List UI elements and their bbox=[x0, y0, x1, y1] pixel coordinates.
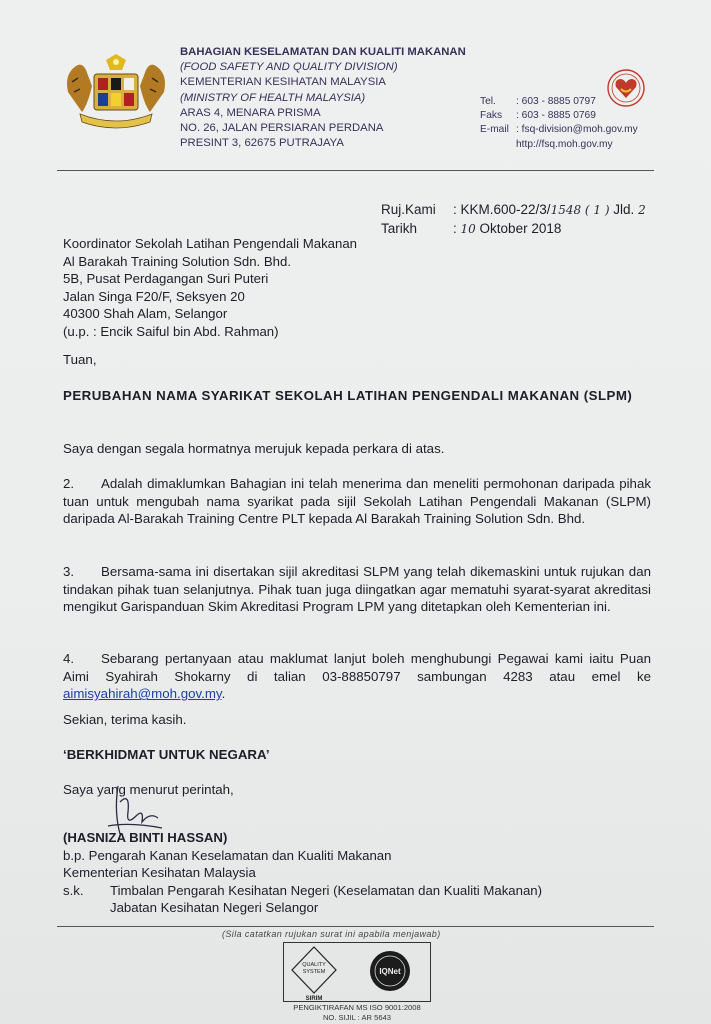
paragraph-text: Sebarang pertanyaan atau maklumat lanjut boleh menghubungi Pegawai kami iaitu Puan Aimi Syahirah Shokarny di talian 03-88850797 sambungan 4283 atau emel ke bbox=[63, 651, 651, 684]
recipient-line: 5B, Pusat Perdagangan Suri Puteri bbox=[63, 271, 269, 287]
ruj-handwritten-vol: 2 bbox=[638, 203, 646, 217]
recipient-line: Al Barakah Training Solution Sdn. Bhd. bbox=[63, 253, 291, 269]
salutation: Tuan, bbox=[63, 352, 97, 367]
website-value: http://fsq.moh.gov.my bbox=[516, 138, 613, 150]
recipient-line: (u.p. : Encik Saiful bin Abd. Rahman) bbox=[63, 323, 279, 339]
letterhead-ministry-en: (MINISTRY OF HEALTH MALAYSIA) bbox=[180, 91, 366, 104]
paragraph-4 bbox=[63, 650, 651, 703]
paragraph-end: . bbox=[221, 686, 226, 702]
sk-line-2: Jabatan Kesihatan Negeri Selangor bbox=[110, 900, 319, 916]
letterhead-ministry: KEMENTERIAN KESIHATAN MALAYSIA bbox=[180, 76, 386, 89]
recipient-address bbox=[63, 235, 357, 341]
letterhead-address-2: NO. 26, JALAN PERSIARAN PERDANA bbox=[180, 122, 384, 135]
letterhead-division: BAHAGIAN KESELAMATAN DAN KUALITI MAKANAN bbox=[180, 46, 466, 58]
email-value: : fsq-division@moh.gov.my bbox=[516, 124, 638, 136]
tarikh-handwritten-day: 10 bbox=[460, 221, 476, 236]
sk-line-1: Timbalan Pengarah Kesihatan Negeri (Keselamatan dan Kualiti Makanan) bbox=[110, 882, 543, 898]
ruj-value: : KKM.600-22/3/ bbox=[453, 202, 551, 217]
badge-iqnet-text: IQNet bbox=[379, 967, 401, 976]
email-link[interactable]: aimisyahirah@moh.gov.my bbox=[63, 686, 222, 702]
contact-block bbox=[480, 95, 638, 152]
recipient-line: Jalan Singa F20/F, Seksyen 20 bbox=[63, 288, 245, 304]
sk-label: s.k. bbox=[63, 882, 84, 898]
badge-sirim-text: SIRIM bbox=[305, 996, 323, 1001]
tarikh-label: Tarikh bbox=[381, 220, 418, 236]
signatory-ministry: Kementerian Kesihatan Malaysia bbox=[63, 865, 256, 881]
signatory-title: b.p. Pengarah Kanan Keselamatan dan Kualiti Makanan bbox=[63, 847, 392, 863]
paragraph-text: Adalah dimaklumkan Bahagian ini telah menerima dan meneliti permohonan daripada pihak tuan untuk mengubah nama syarikat pada sijil Sekolah Latihan Pengendali Makanan (SLPM) daripada Al-Barakah Training Centre PLT kepada Al Barakah Training Solution Sdn. Bhd. bbox=[63, 476, 651, 527]
signatory-name: (HASNIZA BINTI HASSAN) bbox=[63, 830, 228, 845]
tel-label: Tel. bbox=[480, 96, 496, 107]
signoff: Saya yang menurut perintah, bbox=[63, 782, 234, 797]
motto: ‘BERKHIDMAT UNTUK NEGARA’ bbox=[63, 747, 270, 762]
paragraph-3 bbox=[63, 563, 651, 616]
fax-value: : 603 - 8885 0769 bbox=[516, 110, 596, 122]
intro-paragraph: Saya dengan segala hormatnya merujuk kepada perkara di atas. bbox=[63, 441, 445, 456]
ruj-handwritten: 1548 ( 1 ) bbox=[550, 203, 610, 217]
letterhead-address-3: PRESINT 3, 62675 PUTRAJAYA bbox=[180, 137, 344, 150]
malaysia-coat-of-arms-logo bbox=[62, 52, 170, 130]
badge-quality-text-1: QUALITY bbox=[302, 962, 326, 968]
certification-box bbox=[283, 942, 431, 1002]
letterhead bbox=[180, 45, 466, 151]
email-label: E-mail bbox=[480, 124, 509, 136]
reference-block bbox=[381, 201, 646, 238]
ruj-suffix: Jld. bbox=[609, 202, 635, 217]
tarikh-value: Oktober 2018 bbox=[475, 220, 562, 236]
paragraph-number: 2. bbox=[63, 476, 75, 491]
tarikh-sep: : bbox=[453, 220, 461, 236]
thanks-line: Sekian, terima kasih. bbox=[63, 712, 187, 727]
paragraph-number: 4. bbox=[63, 651, 75, 666]
footer-note: (Sila catatkan rujukan surat ini apabila menjawab) bbox=[222, 929, 441, 939]
certification-logos bbox=[284, 943, 430, 1001]
certification-line-1: PENGIKTIRAFAN MS ISO 9001:2008 bbox=[293, 1003, 421, 1012]
footer-divider bbox=[57, 926, 654, 927]
letterhead-division-en: (FOOD SAFETY AND QUALITY DIVISION) bbox=[180, 61, 398, 74]
tel-value: : 603 - 8885 0797 bbox=[516, 96, 596, 107]
recipient-line: 40300 Shah Alam, Selangor bbox=[63, 306, 228, 322]
badge-quality-text-2: SYSTEM bbox=[302, 969, 326, 975]
fax-label: Faks bbox=[480, 110, 503, 122]
recipient-line: Koordinator Sekolah Latihan Pengendali Makanan bbox=[63, 236, 358, 251]
header-divider bbox=[57, 170, 654, 171]
paragraph-2 bbox=[63, 475, 651, 528]
signature-block bbox=[63, 829, 542, 917]
paragraph-number: 3. bbox=[63, 564, 75, 579]
letterhead-address-1: ARAS 4, MENARA PRISMA bbox=[180, 106, 321, 119]
ruj-label: Ruj.Kami bbox=[381, 202, 436, 217]
paragraph-text: Bersama-sama ini disertakan sijil akreditasi SLPM yang telah dikemaskini untuk rujukan dan tindakan pihak tuan selanjutnya. Pihak tuan juga diingatkan agar mematuhi syarat-syarat akreditasi mengikut Garispanduan Skim Akreditasi Program LPM yang ditetapkan oleh Kementerian ini. bbox=[63, 564, 651, 615]
certification-line-2: NO. SIJIL : AR 5643 bbox=[322, 1013, 392, 1022]
letter-subject: PERUBAHAN NAMA SYARIKAT SEKOLAH LATIHAN PENGENDALI MAKANAN (SLPM) bbox=[63, 388, 633, 403]
